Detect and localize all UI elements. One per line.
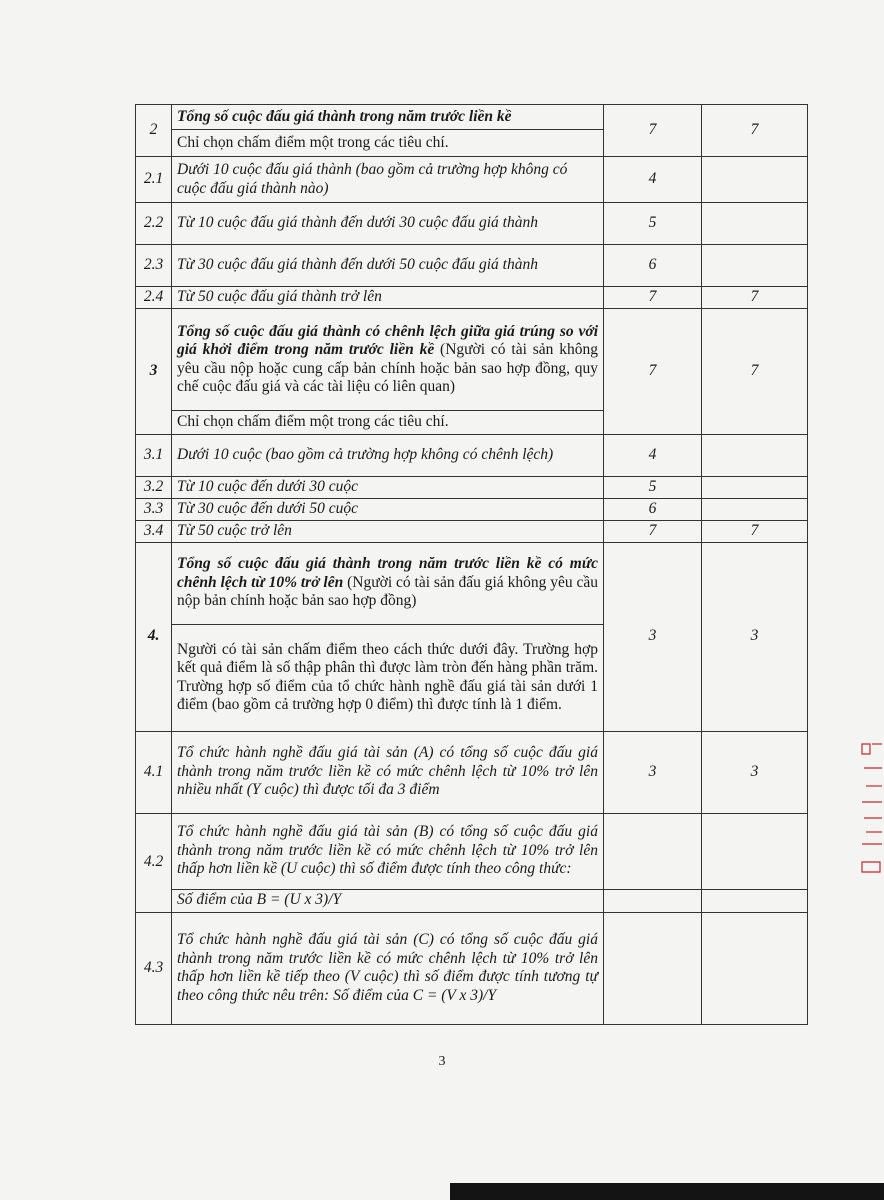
criterion-text: Tổ chức hành nghề đấu giá tài sản (B) có tổng số cuộc đấu giá thành trong năm trước liền kề có mức chênh lệch từ 10% trở lên thấp hơn liền kề (U cuộc) thì số điểm được tính theo công thức: <box>172 813 604 889</box>
self-score: 7 <box>702 521 808 543</box>
row-number: 4.1 <box>136 731 172 813</box>
criterion-text: Tổ chức hành nghề đấu giá tài sản (C) có tổng số cuộc đấu giá thành trong năm trước liền kề có mức chênh lệch từ 10% trở lên thấp hơn liền kề tiếp theo (V cuộc) thì số điểm được tính tương tự theo công thức nêu trên: Số điểm của C = (V x 3)/Y <box>172 912 604 1024</box>
table-row <box>136 435 808 477</box>
table-row <box>136 521 808 543</box>
max-score: 4 <box>604 157 702 203</box>
criterion-text: Dưới 10 cuộc (bao gồm cả trường hợp không có chênh lệch) <box>172 435 604 477</box>
table-row <box>136 813 808 889</box>
self-score: 7 <box>702 287 808 309</box>
table-row <box>136 912 808 1024</box>
self-score <box>702 499 808 521</box>
criterion-note: Chỉ chọn chấm điểm một trong các tiêu chí. <box>172 411 604 435</box>
criterion-text: Từ 10 cuộc đến dưới 30 cuộc <box>172 477 604 499</box>
stamp-icon <box>858 740 884 880</box>
row-number: 3.3 <box>136 499 172 521</box>
page-number: 3 <box>438 1054 446 1069</box>
criterion-text: Từ 30 cuộc đến dưới 50 cuộc <box>172 499 604 521</box>
row-number: 2.4 <box>136 287 172 309</box>
table-row <box>136 245 808 287</box>
criterion-text: Từ 30 cuộc đấu giá thành đến dưới 50 cuộc đấu giá thành <box>172 245 604 287</box>
self-score <box>702 157 808 203</box>
criterion-text <box>172 542 604 624</box>
criterion-text: Từ 50 cuộc đấu giá thành trở lên <box>172 287 604 309</box>
self-score <box>702 477 808 499</box>
self-score <box>702 889 808 912</box>
criterion-text: Tổng số cuộc đấu giá thành trong năm trước liền kề <box>172 105 604 130</box>
max-score: 5 <box>604 477 702 499</box>
max-score: 4 <box>604 435 702 477</box>
row-number: 4.3 <box>136 912 172 1024</box>
scan-edge-bar <box>450 1183 884 1200</box>
self-score <box>702 813 808 889</box>
max-score: 6 <box>604 245 702 287</box>
row-number: 3.4 <box>136 521 172 543</box>
max-score: 7 <box>604 309 702 435</box>
max-score <box>604 889 702 912</box>
row-number: 2 <box>136 105 172 157</box>
self-score: 3 <box>702 542 808 731</box>
criterion-text: Từ 10 cuộc đấu giá thành đến dưới 30 cuộc đấu giá thành <box>172 203 604 245</box>
table-row <box>136 157 808 203</box>
row-number: 2.3 <box>136 245 172 287</box>
criterion-detail: (Người có tài sản đấu giá không yêu cầu nộp bản chính hoặc bản sao hợp đồng) <box>177 573 598 610</box>
table-row <box>136 105 808 130</box>
max-score: 7 <box>604 521 702 543</box>
table-row <box>136 287 808 309</box>
row-number: 3.1 <box>136 435 172 477</box>
max-score: 3 <box>604 731 702 813</box>
self-score <box>702 912 808 1024</box>
max-score: 5 <box>604 203 702 245</box>
self-score <box>702 435 808 477</box>
criterion-text <box>172 309 604 411</box>
criterion-title: Tổng số cuộc đấu giá thành trong năm trước liền kề có mức chênh lệch từ 10% trở lên <box>177 555 598 591</box>
formula-text: Số điểm của B = (U x 3)/Y <box>172 889 604 912</box>
scoring-table <box>135 104 808 1025</box>
criterion-text: Tổ chức hành nghề đấu giá tài sản (A) có tổng số cuộc đấu giá thành trong năm trước liền kề có mức chênh lệch từ 10% trở lên nhiều nhất (Y cuộc) thì được tối đa 3 điểm <box>172 731 604 813</box>
self-score <box>702 245 808 287</box>
max-score <box>604 813 702 889</box>
max-score <box>604 912 702 1024</box>
table-row <box>136 542 808 624</box>
row-number: 4. <box>136 542 172 731</box>
row-number: 2.2 <box>136 203 172 245</box>
self-score: 7 <box>702 309 808 435</box>
max-score: 7 <box>604 105 702 157</box>
criterion-text: Dưới 10 cuộc đấu giá thành (bao gồm cả trường hợp không có cuộc đấu giá thành nào) <box>172 157 604 203</box>
criterion-note: Người có tài sản chấm điểm theo cách thức dưới đây. Trường hợp kết quả điểm là số thập phân thì được làm tròn đến hàng phần trăm. Trường hợp số điểm của tổ chức hành nghề đấu giá tài sản dưới 1 điểm (bao gồm cả trường hợp 0 điểm) thì được tính là 1 điểm. <box>172 624 604 731</box>
row-number: 2.1 <box>136 157 172 203</box>
criterion-title: Tổng số cuộc đấu giá thành có chênh lệch giữa giá trúng so với giá khởi điểm trong năm trước liền kề <box>177 322 598 358</box>
self-score: 7 <box>702 105 808 157</box>
criterion-text: Từ 50 cuộc trở lên <box>172 521 604 543</box>
self-score <box>702 203 808 245</box>
table-row <box>136 309 808 411</box>
table-row <box>136 203 808 245</box>
max-score: 6 <box>604 499 702 521</box>
self-score: 3 <box>702 731 808 813</box>
row-number: 3 <box>136 309 172 435</box>
max-score: 7 <box>604 287 702 309</box>
criterion-detail: (Người có tài sản không yêu cầu nộp hoặc cung cấp bản chính hoặc bản sao hợp đồng, quy chế cuộc đấu giá và các tài liệu có liên quan) <box>177 341 598 395</box>
table-row <box>136 889 808 912</box>
red-stamp-fragment <box>858 740 884 880</box>
max-score: 3 <box>604 542 702 731</box>
table-row <box>136 731 808 813</box>
table-row <box>136 477 808 499</box>
row-number: 4.2 <box>136 813 172 912</box>
criterion-note: Chỉ chọn chấm điểm một trong các tiêu chí. <box>172 130 604 157</box>
table-row <box>136 499 808 521</box>
row-number: 3.2 <box>136 477 172 499</box>
